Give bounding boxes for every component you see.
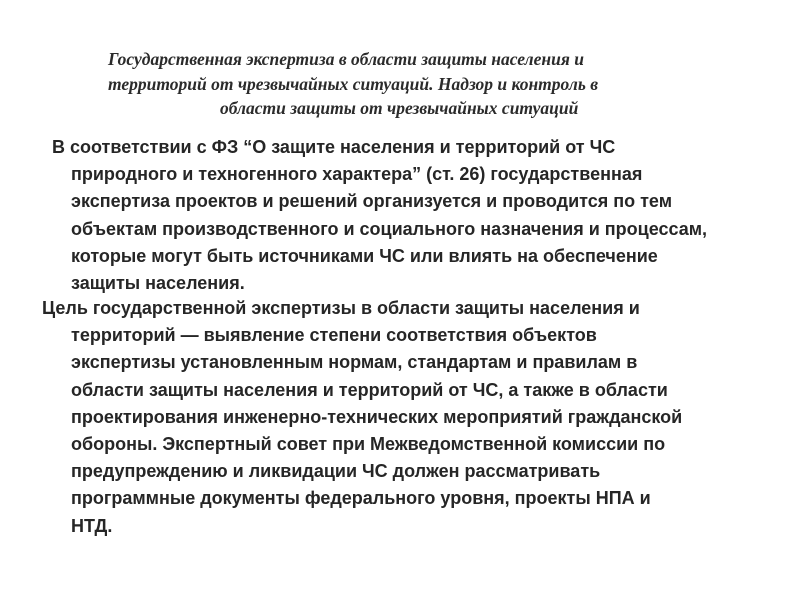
paragraph-line: природного и техногенного характера” (ст. 26) государственная bbox=[71, 164, 643, 185]
slide-title bbox=[0, 47, 800, 121]
paragraph-line: В соответствии с ФЗ “О защите населения и территорий от ЧС bbox=[52, 137, 616, 157]
paragraph-line: защиты населения. bbox=[71, 273, 245, 294]
paragraph-line: программные документы федерального уровня, проекты НПА и bbox=[71, 488, 651, 509]
title-line: области защиты от чрезвычайных ситуаций bbox=[220, 98, 579, 118]
paragraph-line: НТД. bbox=[71, 515, 113, 536]
paragraph-line: Цель государственной экспертизы в области защиты населения и bbox=[42, 298, 640, 318]
title-line: территорий от чрезвычайных ситуаций. Надзор и контроль в bbox=[108, 73, 599, 94]
paragraph-expertise-goal bbox=[0, 295, 800, 540]
paragraph-line: которые могут быть источниками ЧС или влиять на обеспечение bbox=[71, 245, 658, 266]
paragraph-line: объектам производственного и социального назначения и процессам, bbox=[71, 218, 708, 239]
paragraph-line: предупреждению и ликвидации ЧС должен рассматривать bbox=[71, 461, 601, 482]
paragraph-line: экспертиза проектов и решений организуется и проводится по тем bbox=[71, 191, 673, 212]
paragraph-line: области защиты населения и территорий от ЧС, а также в области bbox=[71, 379, 668, 400]
paragraph-line: проектирования инженерно-технических мероприятий гражданской bbox=[71, 406, 683, 427]
title-line: Государственная экспертиза в области защиты населения и bbox=[108, 49, 584, 69]
paragraph-line: обороны. Экспертный совет при Межведомственной комиссии по bbox=[71, 434, 666, 455]
paragraph-line: экспертизы установленным нормам, стандартам и правилам в bbox=[71, 352, 638, 373]
paragraph-line: территорий — выявление степени соответствия объектов bbox=[71, 325, 597, 346]
paragraph-legal-basis bbox=[0, 134, 800, 297]
